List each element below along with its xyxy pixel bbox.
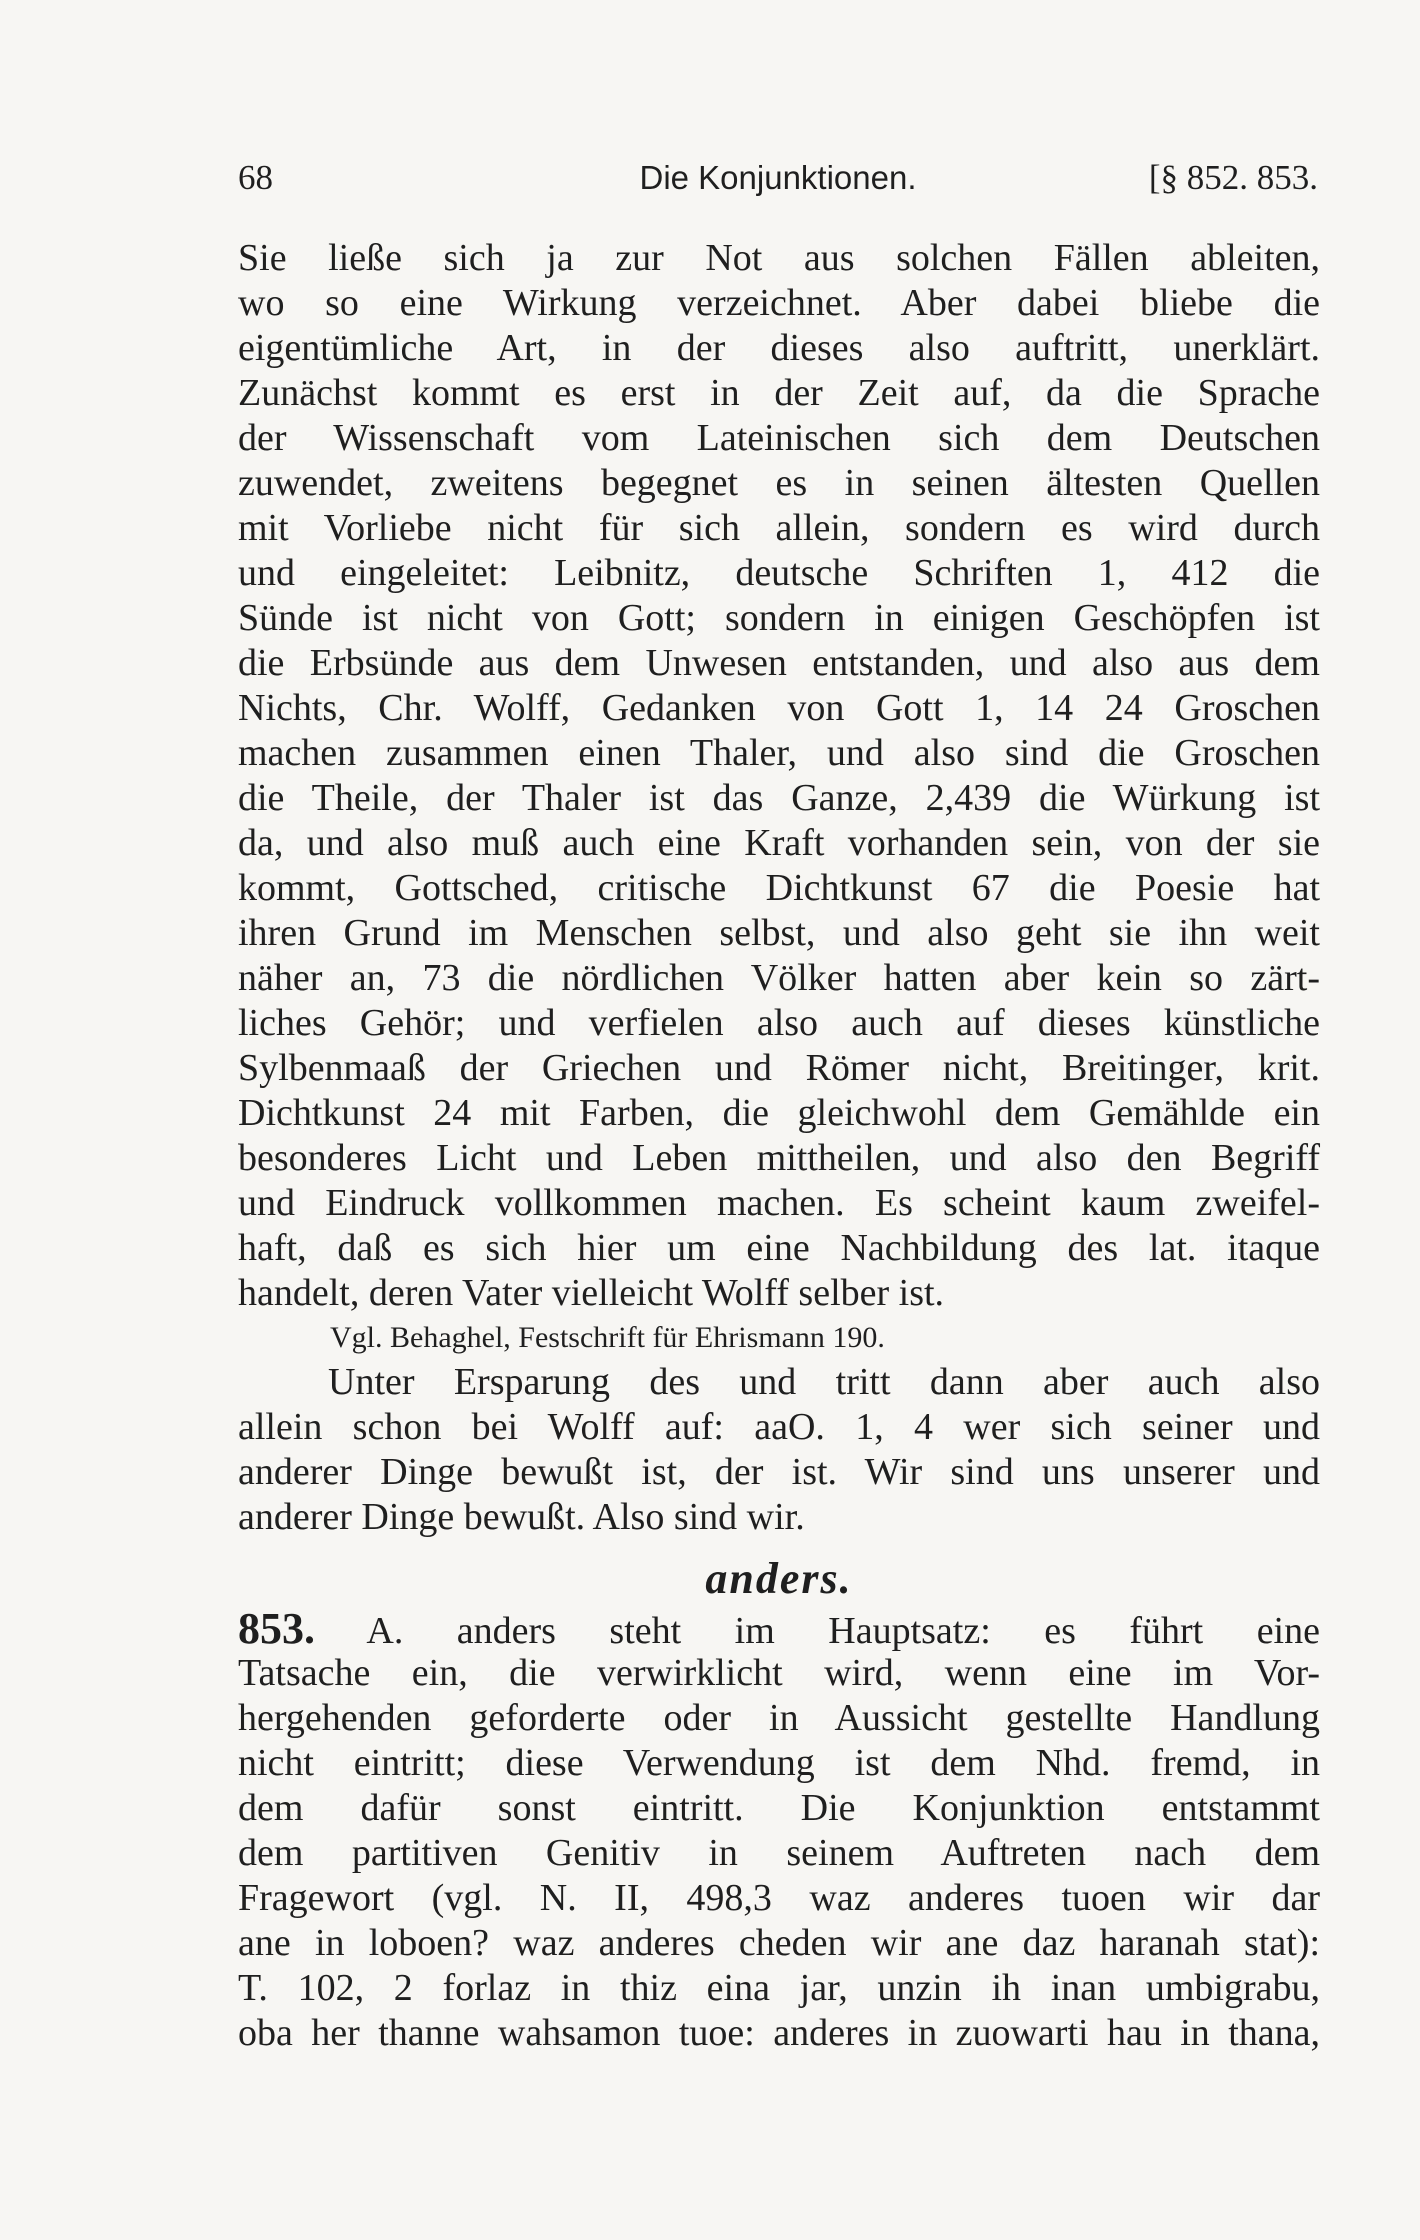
section-reference: [§ 852. 853. [1148, 158, 1318, 197]
text-line: Dichtkunst 24 mit Farben, die gleichwohl dem Gemählde ein [238, 1092, 1320, 1134]
text-line: Unter Ersparung des und tritt dann aber auch also [328, 1361, 1320, 1403]
text-line: besonderes Licht und Leben mittheilen, und also den Begriff [238, 1137, 1320, 1179]
text-line: eigentümliche Art, in der dieses also auftritt, unerklärt. [238, 327, 1320, 369]
text-line: und Eindruck vollkommen machen. Es scheint kaum zweifel- [238, 1182, 1320, 1224]
text-line: machen zusammen einen Thaler, und also sind die Groschen [238, 732, 1320, 774]
text-line: anderer Dinge bewußt ist, der ist. Wir sind uns unserer und [238, 1451, 1320, 1493]
section-heading: anders. [705, 1554, 853, 1603]
text-line: allein schon bei Wolff auf: aaO. 1, 4 wer sich seiner und [238, 1406, 1320, 1448]
text-line: Nichts, Chr. Wolff, Gedanken von Gott 1, 14 24 Groschen [238, 687, 1320, 729]
text-line: Sünde ist nicht von Gott; sondern in einigen Geschöpfen ist [238, 597, 1320, 639]
text-line: Zunächst kommt es erst in der Zeit auf, da die Sprache [238, 372, 1320, 414]
text-line: zuwendet, zweitens begegnet es in seinen ältesten Quellen [238, 462, 1320, 504]
text-line: da, und also muß auch eine Kraft vorhanden sein, von der sie [238, 822, 1320, 864]
text-line: T. 102, 2 forlaz in thiz eina jar, unzin ih inan umbigrabu, [238, 1967, 1320, 2009]
running-title: Die Konjunktionen. [639, 159, 917, 196]
page-body [238, 236, 1320, 2056]
text-line: nicht eintritt; diese Verwendung ist dem Nhd. fremd, in [238, 1742, 1320, 1784]
text-line: ane in loboen? waz anderes cheden wir ane daz haranah stat): [238, 1922, 1320, 1964]
paragraph-853-first-line [238, 1606, 1320, 1651]
text-line: ihren Grund im Menschen selbst, und also geht sie ihn weit [238, 912, 1320, 954]
text-line: dem partitiven Genitiv in seinem Auftreten nach dem [238, 1832, 1320, 1874]
paragraph-also-alone [238, 1360, 1320, 1540]
paragraph-853-first-text: A. anders steht im Hauptsatz: es führt eine [366, 1610, 1320, 1652]
text-line: die Theile, der Thaler ist das Ganze, 2,439 die Würkung ist [238, 777, 1320, 819]
text-line: Sie ließe sich ja zur Not aus solchen Fällen ableiten, [238, 237, 1320, 279]
text-line: handelt, deren Vater vielleicht Wolff selber ist. [238, 1272, 945, 1314]
text-line: liches Gehör; und verfielen also auch auf dieses künstliche [238, 1002, 1320, 1044]
paragraph-also-origin [238, 236, 1320, 1316]
reference-note: Vgl. Behaghel, Festschrift für Ehrismann 190. [330, 1321, 885, 1354]
text-line: oba her thanne wahsamon tuoe: anderes in zuowarti hau in thana, [238, 2012, 1320, 2054]
text-line: hergehenden geforderte oder in Aussicht gestellte Handlung [238, 1697, 1320, 1739]
text-line: Fragewort (vgl. N. II, 498,3 waz anderes tuoen wir dar [238, 1877, 1320, 1919]
section-number: 853. [238, 1604, 315, 1653]
page-header [238, 152, 1318, 204]
text-line: anderer Dinge bewußt. Also sind wir. [238, 1496, 805, 1538]
text-line: Sylbenmaaß der Griechen und Römer nicht, Breitinger, krit. [238, 1047, 1320, 1089]
text-line: und eingeleitet: Leibnitz, deutsche Schriften 1, 412 die [238, 552, 1320, 594]
text-line: dem dafür sonst eintritt. Die Konjunktion entstammt [238, 1787, 1320, 1829]
text-line: mit Vorliebe nicht für sich allein, sondern es wird durch [238, 507, 1320, 549]
text-line: näher an, 73 die nördlichen Völker hatten aber kein so zärt- [238, 957, 1320, 999]
text-line: Tatsache ein, die verwirklicht wird, wenn eine im Vor- [238, 1652, 1320, 1694]
page-number: 68 [238, 158, 273, 197]
text-line: der Wissenschaft vom Lateinischen sich dem Deutschen [238, 417, 1320, 459]
paragraph-anders [238, 1651, 1320, 2056]
text-line: kommt, Gottsched, critische Dichtkunst 67 die Poesie hat [238, 867, 1320, 909]
text-line: wo so eine Wirkung verzeichnet. Aber dabei bliebe die [238, 282, 1320, 324]
text-line: die Erbsünde aus dem Unwesen entstanden, und also aus dem [238, 642, 1320, 684]
text-line: haft, daß es sich hier um eine Nachbildung des lat. itaque [238, 1227, 1320, 1269]
